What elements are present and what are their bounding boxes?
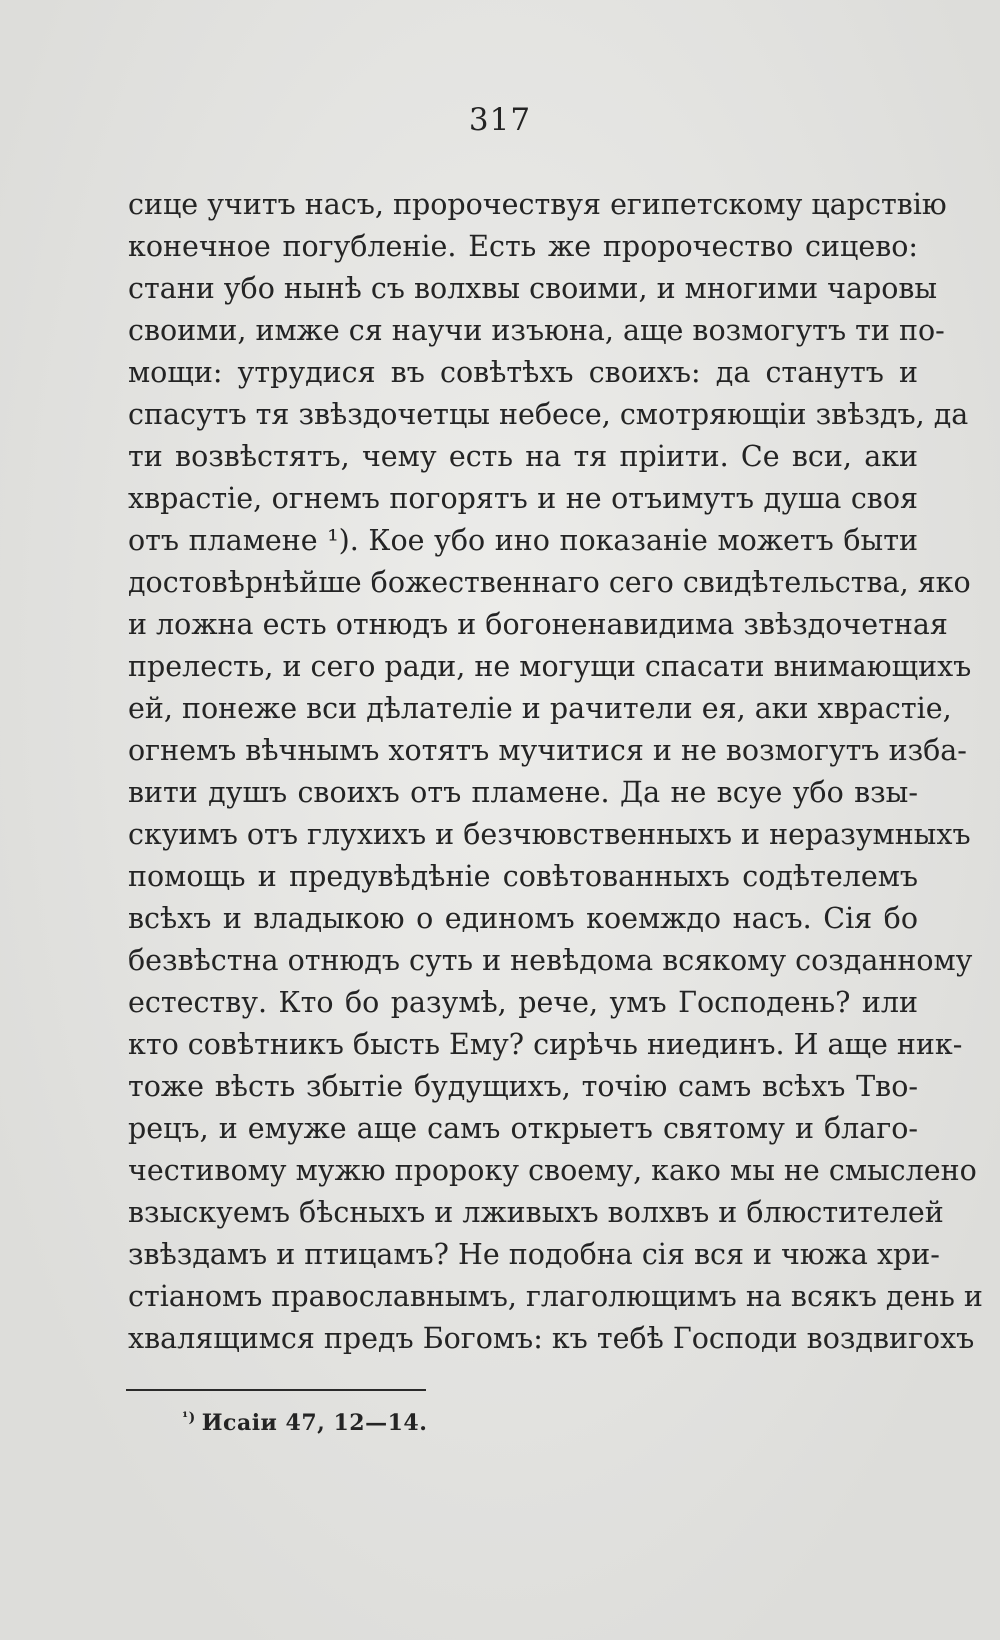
- text-line: достовѣрнѣйше божественнаго сего свидѣтельства, яко: [128, 566, 971, 599]
- footnote-text: Исаіи 47, 12—14.: [201, 1410, 428, 1437]
- text-line: скуимъ отъ глухихъ и безчювственныхъ и неразумныхъ: [128, 818, 971, 851]
- text-line: стани убо нынѣ съ волхвы своими, и многими чаровы: [128, 272, 938, 305]
- text-line: и ложна есть отнюдъ и богоненавидима звѣздочетная: [128, 608, 948, 641]
- text-line: естеству. Кто бо разумѣ, рече, умъ Господень? или: [128, 986, 918, 1019]
- text-line: кто совѣтникъ бысть Ему? сирѣчь ниединъ. И аще ник-: [128, 1028, 963, 1061]
- text-line: хврастіе, огнемъ погорятъ и не отъимутъ душа своя: [128, 482, 918, 515]
- text-line: тоже вѣсть збытіе будущихъ, точію самъ всѣхъ Тво-: [128, 1070, 918, 1103]
- text-line: отъ пламене ¹). Кое убо ино показаніе можетъ быти: [128, 524, 918, 557]
- text-line: ей, понеже вси дѣлателіе и рачители ея, аки хврастіе,: [128, 692, 952, 725]
- text-line: ти возвѣстятъ, чему есть на тя пріити. Се вси, аки: [128, 440, 918, 473]
- text-line: конечное погубленіе. Есть же пророчество сицево:: [128, 230, 918, 263]
- text-line: стіаномъ православнымъ, глаголющимъ на всякъ день и: [128, 1280, 983, 1313]
- text-line: мощи: утрудися въ совѣтѣхъ своихъ: да станутъ и: [128, 356, 918, 389]
- text-line: вити душъ своихъ отъ пламене. Да не всуе убо взы-: [128, 776, 918, 809]
- footnote: [182, 1410, 427, 1436]
- text-line: безвѣстна отнюдъ суть и невѣдома всякому созданному: [128, 944, 973, 977]
- text-line: честивому мужю пророку своему, како мы не смыслено: [128, 1154, 977, 1187]
- text-line: всѣхъ и владыкою о единомъ коемждо насъ. Сія бо: [128, 902, 918, 935]
- text-line: звѣздамъ и птицамъ? Не подобна сія вся и чюжа хри-: [128, 1238, 940, 1271]
- text-line: своими, имже ся научи изъюна, аще возмогутъ ти по-: [128, 314, 945, 347]
- text-line: хвалящимся предъ Богомъ: къ тебѣ Господи воздвигохъ: [128, 1322, 975, 1355]
- main-text: [128, 184, 983, 1360]
- page-number: 317: [468, 102, 532, 138]
- footnote-divider: [126, 1389, 426, 1391]
- text-line: спасутъ тя звѣздочетцы небесе, смотряющіи звѣздъ, да: [128, 398, 969, 431]
- text-line: огнемъ вѣчнымъ хотятъ мучитися и не возмогутъ изба-: [128, 734, 967, 767]
- footnote-marker: ¹): [182, 1410, 196, 1426]
- text-line: взыскуемъ бѣсныхъ и лживыхъ волхвъ и блюстителей: [128, 1196, 944, 1229]
- text-line: сице учитъ насъ, пророчествуя египетскому царствію: [128, 188, 947, 221]
- text-line: прелесть, и сего ради, не могущи спасати внимающихъ: [128, 650, 972, 683]
- text-line: помощь и предувѣдѣніе совѣтованныхъ содѣтелемъ: [128, 860, 918, 893]
- text-line: рецъ, и емуже аще самъ открыетъ святому и благо-: [128, 1112, 918, 1145]
